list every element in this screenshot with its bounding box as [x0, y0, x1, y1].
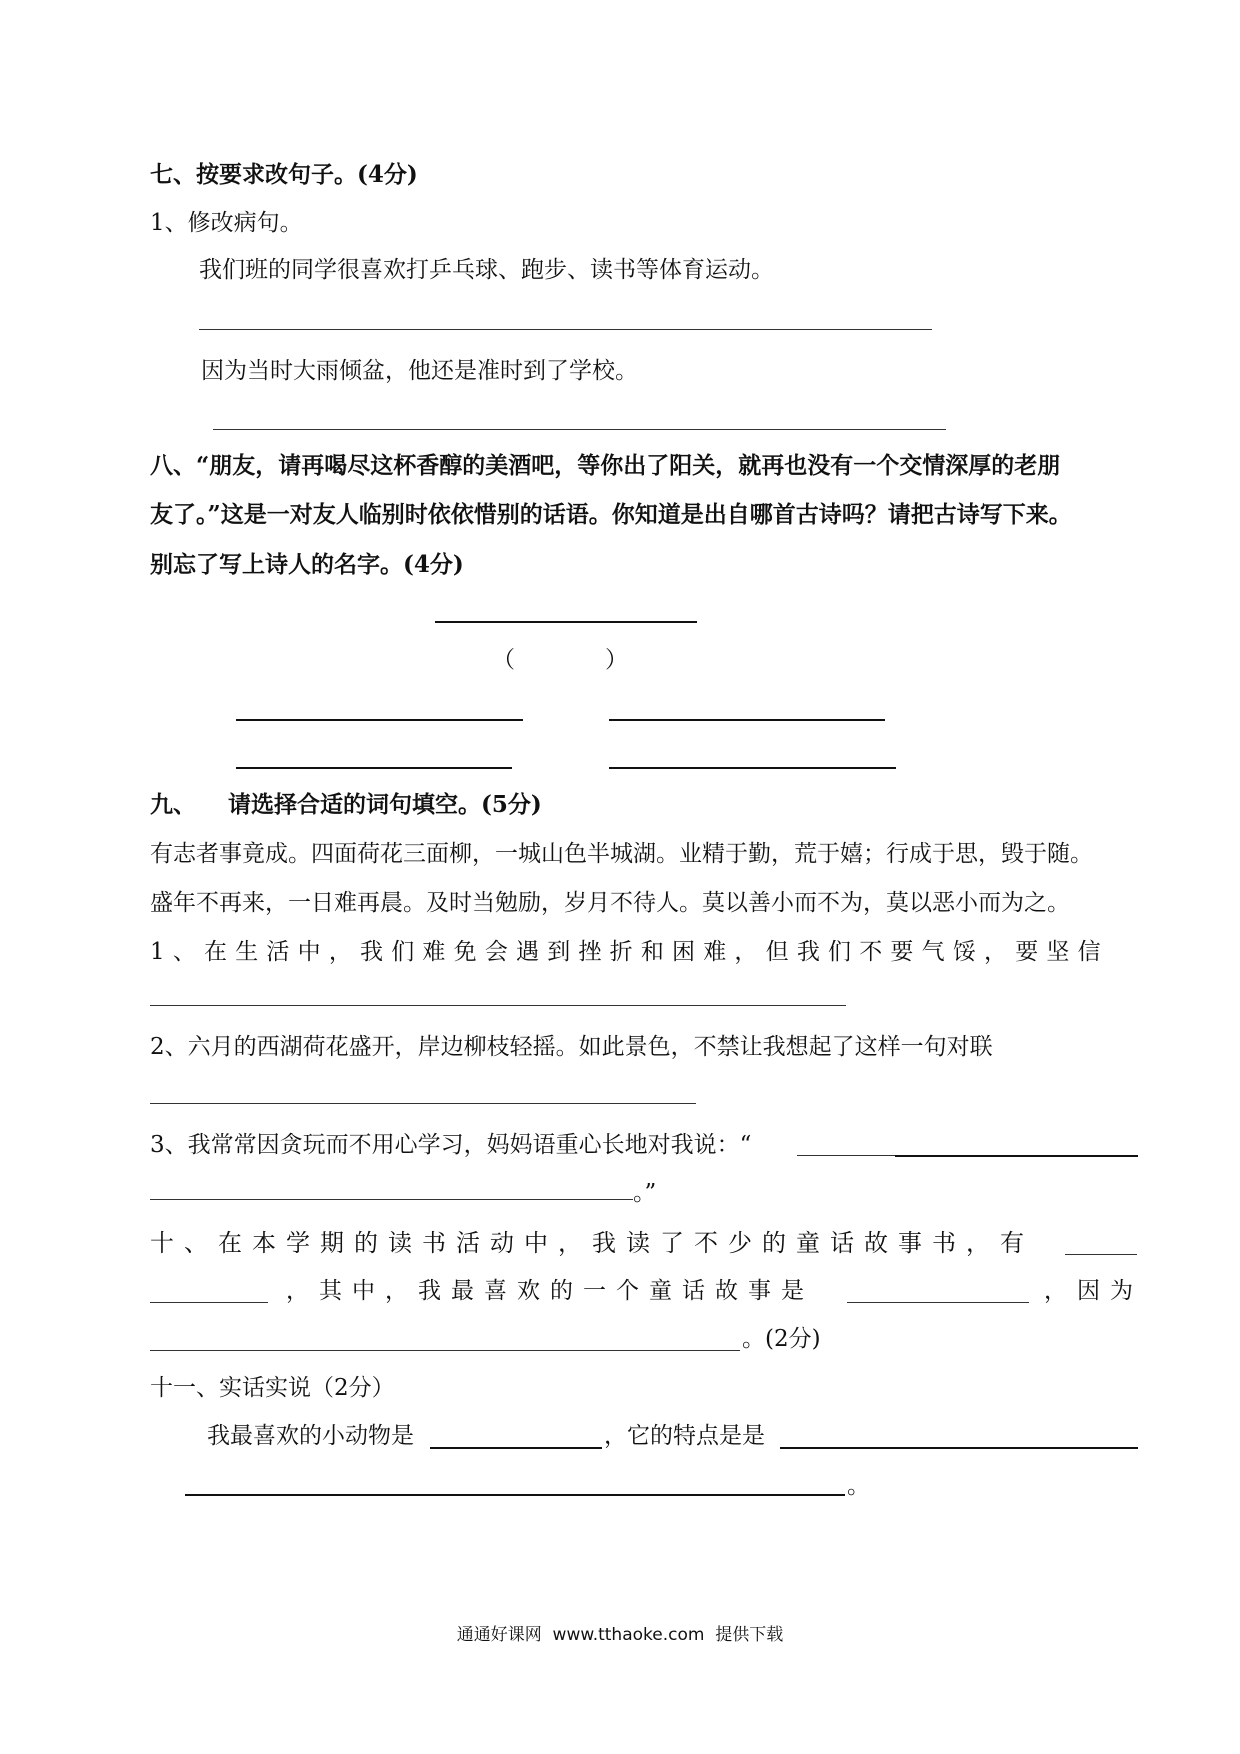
sick-sentence-1: 我们班的同学很喜欢打乒乓球、跑步、读书等体育运动。	[199, 257, 774, 283]
poem-line-1[interactable]	[236, 719, 523, 721]
section-10-line-3-end: 。(2分)	[742, 1326, 821, 1352]
question-9-1: 1、在生活中，我们难免会遇到挫折和困难，但我们不要气馁，要坚信	[150, 939, 1109, 965]
sick-sentence-2: 因为当时大雨倾盆，他还是准时到了学校。	[201, 358, 638, 384]
question-9-3: 3、我常常因贪玩而不用心学习，妈妈语重心长地对我说：“	[150, 1132, 752, 1158]
answer-line-10-books[interactable]	[1065, 1254, 1137, 1255]
answer-line-9-2[interactable]	[150, 1103, 696, 1104]
answer-line-9-3-c[interactable]	[150, 1199, 633, 1200]
section-7-heading: 七、按要求改句子。(4分)	[150, 161, 418, 188]
section-8-line-3: 别忘了写上诗人的名字。(4分)	[150, 551, 464, 578]
question-9-3-end: 。”	[633, 1180, 657, 1206]
section-8-line-2: 友了。”这是一对友人临别时依依惜别的话语。你知道是出自哪首古诗吗？请把古诗写下来。	[150, 501, 1072, 528]
answer-line-9-3-a[interactable]	[797, 1155, 895, 1156]
section-11-line-1-b: ，它的特点是是	[604, 1423, 765, 1449]
answer-line-11-trait[interactable]	[780, 1447, 1138, 1449]
footer-source: 通通好课网 www.tthaoke.com 提供下载	[456, 1625, 784, 1645]
section-9-heading: 九、 请选择合适的词句填空。(5分)	[150, 791, 542, 818]
poet-paren-close: ）	[605, 647, 628, 673]
poem-line-3[interactable]	[236, 767, 512, 769]
answer-line-9-3-b[interactable]	[895, 1155, 1138, 1157]
poet-paren-open: （	[492, 647, 515, 673]
proverbs-line-2: 盛年不再来，一日难再晨。及时当勉励，岁月不待人。莫以善小而不为，莫以恶小而为之。	[150, 890, 1070, 916]
poem-title-line[interactable]	[435, 621, 697, 623]
section-8-line-1: 八、“朋友，请再喝尽这杯香醇的美酒吧，等你出了阳关，就再也没有一个交情深厚的老朋	[150, 452, 1061, 479]
section-11-line-1-a: 我最喜欢的小动物是	[207, 1423, 414, 1449]
section-10-line-2-b: ，因为	[1044, 1278, 1143, 1304]
poem-line-2[interactable]	[609, 719, 885, 721]
section-10-line-1: 十、在本学期的读书活动中，我读了不少的童话故事书，有	[150, 1229, 1034, 1257]
answer-line-10-books-cont[interactable]	[150, 1302, 268, 1303]
answer-line-11-animal[interactable]	[430, 1447, 602, 1449]
answer-line-10-reason[interactable]	[150, 1350, 740, 1351]
proverbs-line-1: 有志者事竟成。四面荷花三面柳，一城山色半城湖。业精于勤，荒于嬉；行成于思，毁于随。	[150, 841, 1093, 867]
section-10-line-2-a: ，其中，我最喜欢的一个童话故事是	[286, 1278, 814, 1304]
section-11-line-2-end: 。	[847, 1473, 870, 1499]
question-9-2: 2、六月的西湖荷花盛开，岸边柳枝轻摇。如此景色，不禁让我想起了这样一句对联	[150, 1034, 993, 1060]
section-11-heading: 十一、实话实说（2分）	[150, 1375, 395, 1401]
answer-line-9-1[interactable]	[150, 1005, 846, 1006]
poem-line-4[interactable]	[609, 767, 896, 769]
answer-line-sentence-1[interactable]	[199, 329, 932, 330]
answer-line-11-trait-cont[interactable]	[185, 1494, 845, 1496]
answer-line-sentence-2[interactable]	[213, 429, 946, 430]
answer-line-10-favorite[interactable]	[847, 1302, 1029, 1303]
section-7-item-1: 1、修改病句。	[150, 210, 303, 236]
